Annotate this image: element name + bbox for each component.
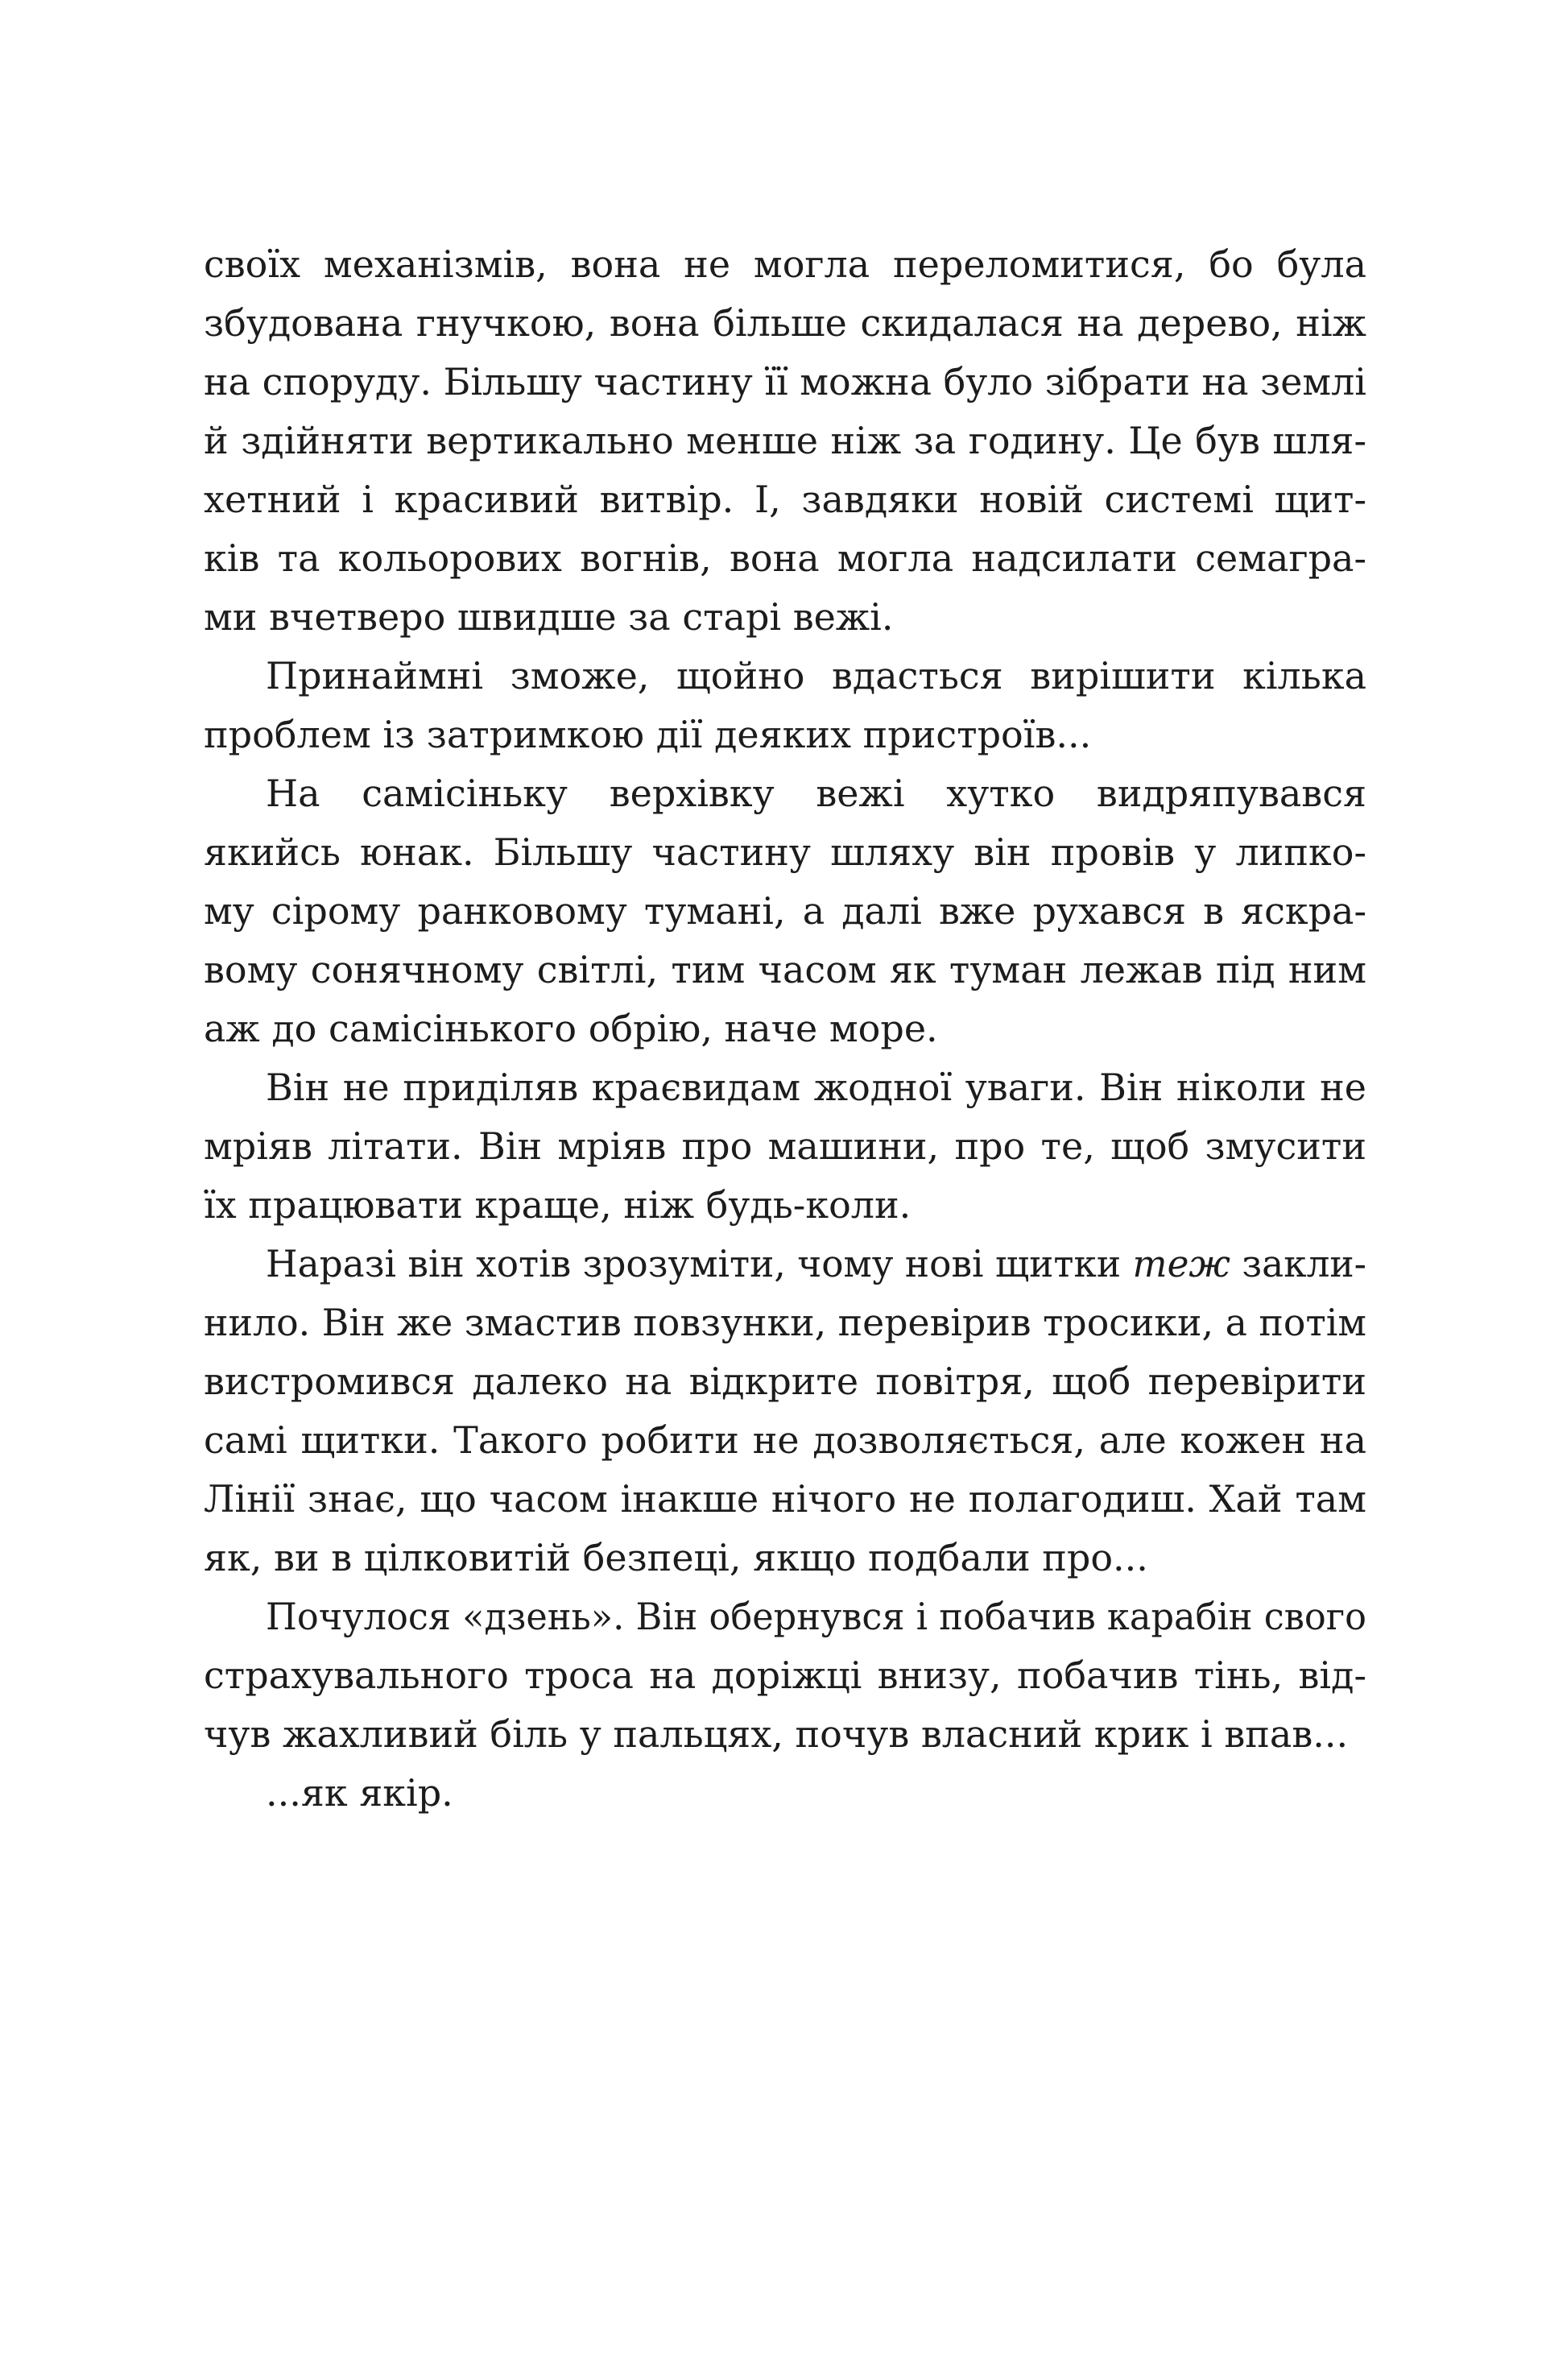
text-line: мріяв літати. Він мріяв про машини, про те, щоб змусити <box>204 1124 1366 1168</box>
text-run: закли- <box>1230 1242 1366 1285</box>
paragraph-6 <box>204 1587 1366 1764</box>
text-line: якийсь юнак. Більшу частину шляху він провів у липко- <box>204 830 1366 874</box>
text-line: му сірому ранковому тумані, а далі вже рухався в яскра- <box>204 889 1366 933</box>
paragraph-7 <box>204 1764 1366 1823</box>
text-line: своїх механізмів, вона не могла переломитися, бо була <box>204 242 1366 286</box>
text-run: Наразі він хотів зрозуміти, чому нові щитки <box>266 1242 1133 1285</box>
paragraph-3 <box>204 764 1366 1058</box>
paragraph-4 <box>204 1058 1366 1235</box>
paragraph-2 <box>204 647 1366 764</box>
text-line: як, ви в цілковитій безпеці, якщо подбали про... <box>204 1536 1148 1579</box>
text-line: вому сонячному світлі, тим часом як туман лежав під ним <box>204 948 1366 991</box>
paragraph-1 <box>204 235 1366 647</box>
text-line: проблем із затримкою дії деяких пристроїв... <box>204 713 1092 756</box>
text-line: збудована гнучкою, вона більше скидалася на дерево, ніж <box>204 301 1366 345</box>
text-line: на споруду. Більшу частину її можна було зібрати на землі <box>204 360 1366 404</box>
text-line: нило. Він же змастив повзунки, перевірив тросики, а потім <box>204 1301 1366 1344</box>
text-line: Лінії знає, що часом інакше нічого не полагодиш. Хай там <box>204 1477 1366 1521</box>
text-line: аж до самісінького обрію, наче море. <box>204 1007 938 1050</box>
text-line: Принаймні зможе, щойно вдасться вирішити кілька <box>266 654 1366 697</box>
emphasis-text: теж <box>1132 1242 1231 1285</box>
text-line: Він не приділяв краєвидам жодної уваги. Він ніколи не <box>266 1066 1366 1109</box>
text-line: Почулося «дзень». Він обернувся і побачив карабін свого <box>266 1595 1366 1638</box>
text-line: чув жахливий біль у пальцях, почув власний крик і впав... <box>204 1712 1349 1756</box>
text-line: ми вчетверо швидше за старі вежі. <box>204 595 894 639</box>
text-line: хетний і красивий витвір. І, завдяки новій системі щит- <box>204 478 1366 521</box>
paragraph-5 <box>204 1235 1366 1587</box>
text-line: й здійняти вертикально менше ніж за годину. Це був шля- <box>204 419 1366 462</box>
body-text <box>204 235 1366 1823</box>
text-line: самі щитки. Такого робити не дозволяється, але кожен на <box>204 1418 1366 1462</box>
text-line: їх працювати краще, ніж будь-коли. <box>204 1183 911 1227</box>
text-line: ків та кольорових вогнів, вона могла надсилати семагра- <box>204 536 1366 580</box>
text-line: вистромився далеко на відкрите повітря, щоб перевірити <box>204 1360 1366 1403</box>
text-line <box>204 1235 1366 1293</box>
text-line: ...як якір. <box>266 1771 453 1815</box>
text-line: страхувального троса на доріжці внизу, побачив тінь, від- <box>204 1654 1366 1697</box>
text-line: На самісіньку верхівку вежі хутко видряпувався <box>266 772 1366 815</box>
